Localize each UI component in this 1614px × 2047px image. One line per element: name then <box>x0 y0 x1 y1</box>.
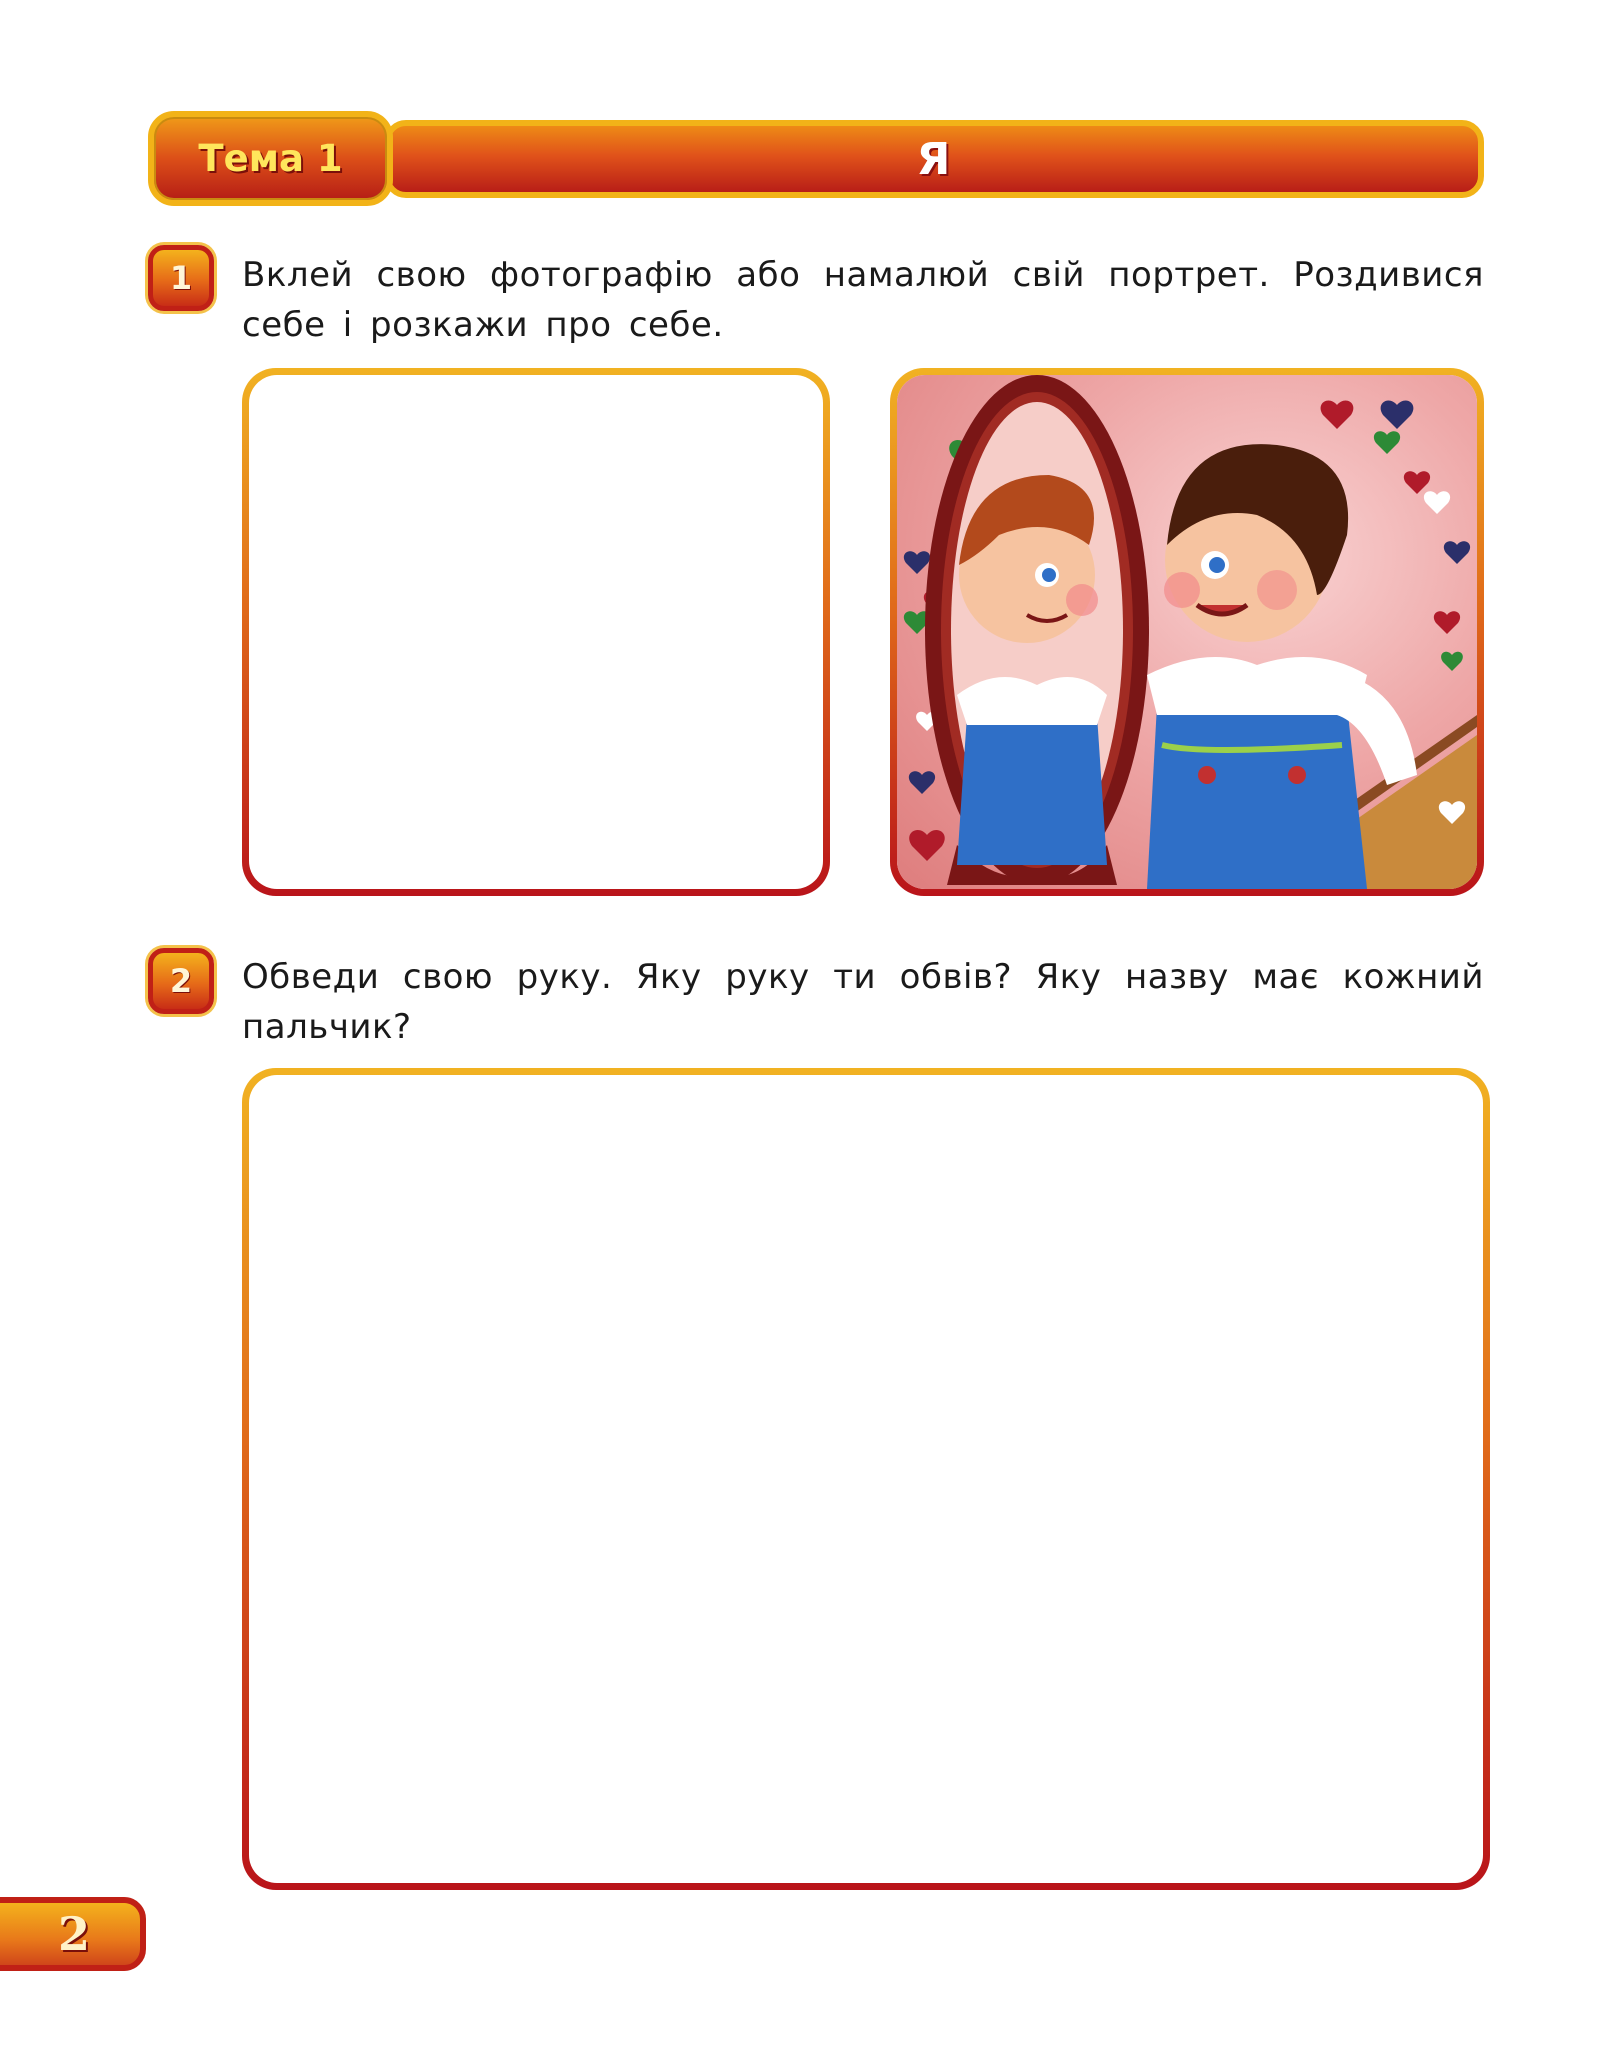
task-1-instruction: Вклей свою фотографію або намалюй свій портрет. Роздивися себе і розкажи про себе. <box>242 255 1484 345</box>
task-1-number-badge <box>148 245 214 311</box>
topic-title: Я <box>916 133 952 185</box>
topic-title-bar <box>384 120 1484 198</box>
mirror-picture-frame <box>890 368 1484 896</box>
task-2-instruction: Обведи свою руку. Яку руку ти обвів? Яку назву має кожний пальчик? <box>242 957 1484 1047</box>
task-2-number: 2 <box>169 962 193 1000</box>
topic-label: Тема 1 <box>198 137 343 180</box>
portrait-drawing-area[interactable] <box>249 375 823 889</box>
topic-label-tab <box>148 111 393 206</box>
mirror-picture <box>897 375 1477 889</box>
page-number: 2 <box>57 1907 90 1961</box>
hand-tracing-frame[interactable] <box>242 1068 1490 1890</box>
task-1-number: 1 <box>169 259 193 297</box>
portrait-drawing-frame[interactable] <box>242 368 830 896</box>
boy-at-mirror-illustration <box>897 375 1477 889</box>
page-number-badge <box>0 1897 146 1971</box>
hand-tracing-area[interactable] <box>249 1075 1483 1883</box>
task-2-number-badge <box>148 948 214 1014</box>
